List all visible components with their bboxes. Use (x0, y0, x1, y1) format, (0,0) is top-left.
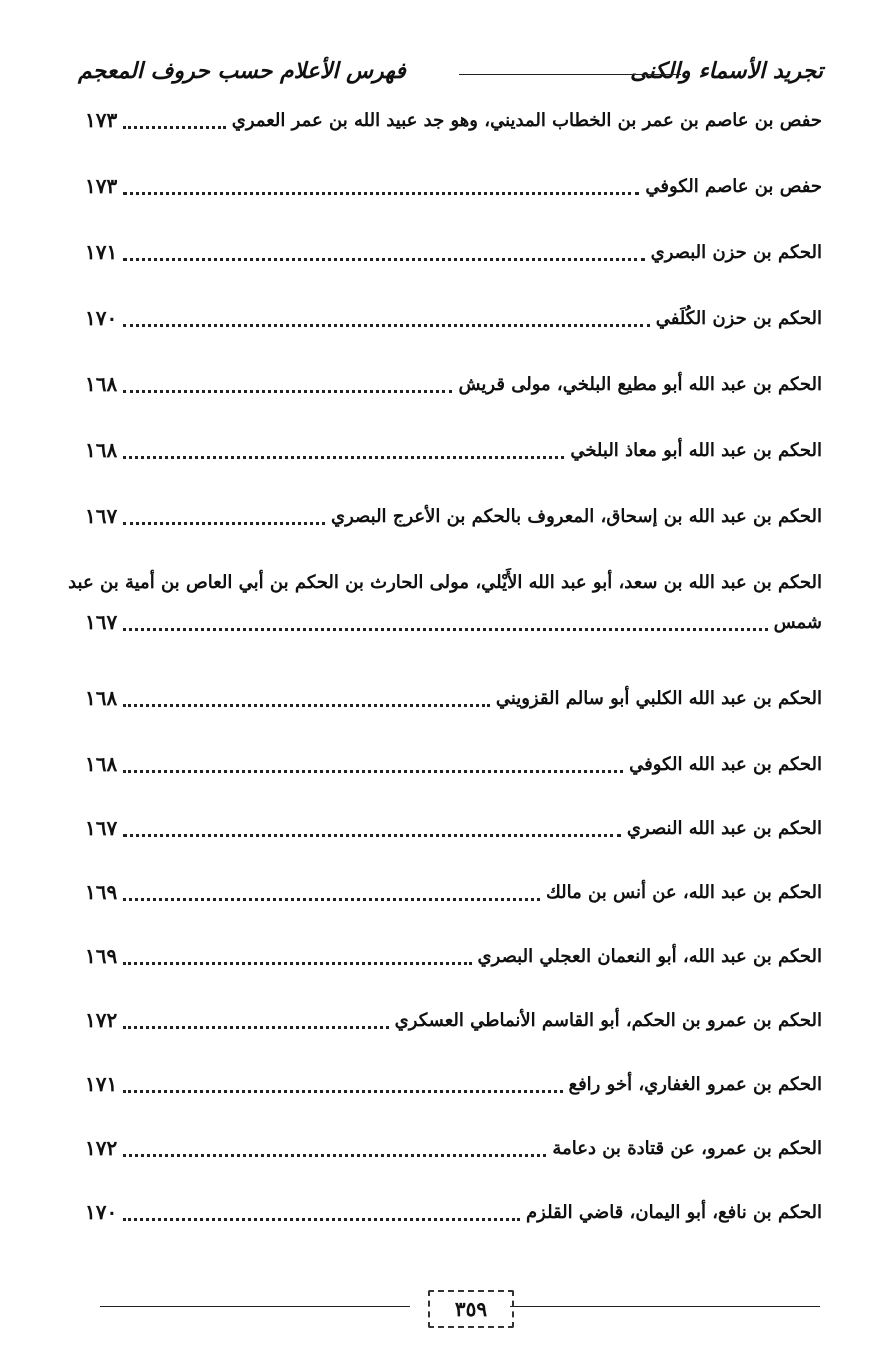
index-entry (85, 678, 822, 718)
index-entry (85, 936, 822, 976)
entry-page: ١٦٨ (85, 752, 118, 776)
book-title: تجريد الأسماء والكنى (630, 58, 823, 84)
section-title: فهرس الأعلام حسب حروف المعجم (78, 58, 406, 84)
index-entry (85, 298, 822, 338)
leader-dots (123, 390, 452, 393)
entry-name: حفص بن عاصم الكوفي (645, 175, 822, 197)
index-entry (85, 1000, 822, 1040)
entry-name-line1: الحكم بن عبد الله بن سعد، أبو عبد الله الأَيْلي، مولى الحارث بن الحكم بن أبي العاص بن أمية بن عبد (68, 571, 822, 593)
entry-name: الحكم بن عبد الله الكوفي (629, 753, 822, 775)
index-entry (85, 100, 822, 140)
entry-page: ١٦٨ (85, 372, 118, 396)
leader-dots (123, 456, 564, 459)
index-entry (85, 364, 822, 404)
entry-name: الحكم بن عبد الله، أبو النعمان العجلي البصري (477, 945, 822, 967)
leader-dots (123, 522, 325, 525)
index-entry (85, 744, 822, 784)
entry-page: ١٧١ (85, 240, 118, 264)
index-entry (85, 496, 822, 536)
footer-rule-left (100, 1306, 410, 1307)
footer-rule-right (510, 1306, 820, 1307)
leader-dots (123, 324, 649, 327)
index-entry (85, 430, 822, 470)
entry-page: ١٦٩ (85, 944, 118, 968)
entry-name: الحكم بن عبد الله بن إسحاق، المعروف بالحكم بن الأعرج البصري (331, 505, 822, 527)
running-header (78, 50, 823, 90)
entry-page: ١٦٨ (85, 438, 118, 462)
entry-page: ١٧٢ (85, 1136, 118, 1160)
index-entry (85, 1064, 822, 1104)
entry-name: حفص بن عاصم بن عمر بن الخطاب المديني، وهو جد عبيد الله بن عمر العمري (231, 109, 822, 131)
entry-name: الحكم بن عبد الله أبو معاذ البلخي (570, 439, 822, 461)
leader-dots (123, 258, 644, 261)
leader-dots (123, 770, 623, 773)
index-entry (85, 872, 822, 912)
entry-name: الحكم بن حزن الكُلَفي (655, 307, 822, 329)
entry-page: ١٦٧ (85, 610, 118, 634)
entry-name: الحكم بن عمرو، عن قتادة بن دعامة (552, 1137, 822, 1159)
entry-page: ١٧٣ (85, 108, 118, 132)
entry-name: الحكم بن عبد الله أبو مطيع البلخي، مولى قريش (458, 373, 822, 395)
entry-name: الحكم بن نافع، أبو اليمان، قاضي القلزم (526, 1201, 822, 1223)
entry-name: الحكم بن عمرو الغفاري، أخو رافع (568, 1073, 822, 1095)
entry-page: ١٧١ (85, 1072, 118, 1096)
index-entry (68, 562, 822, 642)
entry-page: ١٦٨ (85, 686, 118, 710)
entry-name-line2: شمس (773, 611, 822, 633)
leader-dots (123, 1090, 562, 1093)
leader-dots (123, 1026, 388, 1029)
entry-page: ١٧٠ (85, 306, 118, 330)
entry-page: ١٦٧ (85, 816, 118, 840)
index-entry (85, 808, 822, 848)
header-rule (459, 74, 681, 75)
leader-dots (123, 834, 621, 837)
leader-dots (123, 704, 490, 707)
leader-dots (123, 126, 226, 129)
entry-name: الحكم بن عبد الله الكلبي أبو سالم القزويني (495, 687, 822, 709)
index-entry (85, 1128, 822, 1168)
entry-name: الحكم بن عبد الله، عن أنس بن مالك (545, 881, 822, 903)
entry-page: ١٧٠ (85, 1200, 118, 1224)
index-entry (85, 166, 822, 206)
page-number: ٣٥٩ (428, 1290, 514, 1328)
leader-dots (123, 898, 540, 901)
entry-name: الحكم بن حزن البصري (650, 241, 822, 263)
entry-page: ١٧٢ (85, 1008, 118, 1032)
entry-name: الحكم بن عبد الله النصري (626, 817, 822, 839)
entry-name: الحكم بن عمرو بن الحكم، أبو القاسم الأنماطي العسكري (394, 1009, 822, 1031)
leader-dots (123, 1154, 546, 1157)
leader-dots (123, 628, 767, 631)
leader-dots (123, 192, 639, 195)
index-entry (85, 232, 822, 272)
entry-page: ١٧٣ (85, 174, 118, 198)
leader-dots (123, 962, 471, 965)
entry-page: ١٦٩ (85, 880, 118, 904)
index-entry (85, 1192, 822, 1232)
entry-page: ١٦٧ (85, 504, 118, 528)
leader-dots (123, 1218, 520, 1221)
page-footer (100, 1290, 820, 1330)
